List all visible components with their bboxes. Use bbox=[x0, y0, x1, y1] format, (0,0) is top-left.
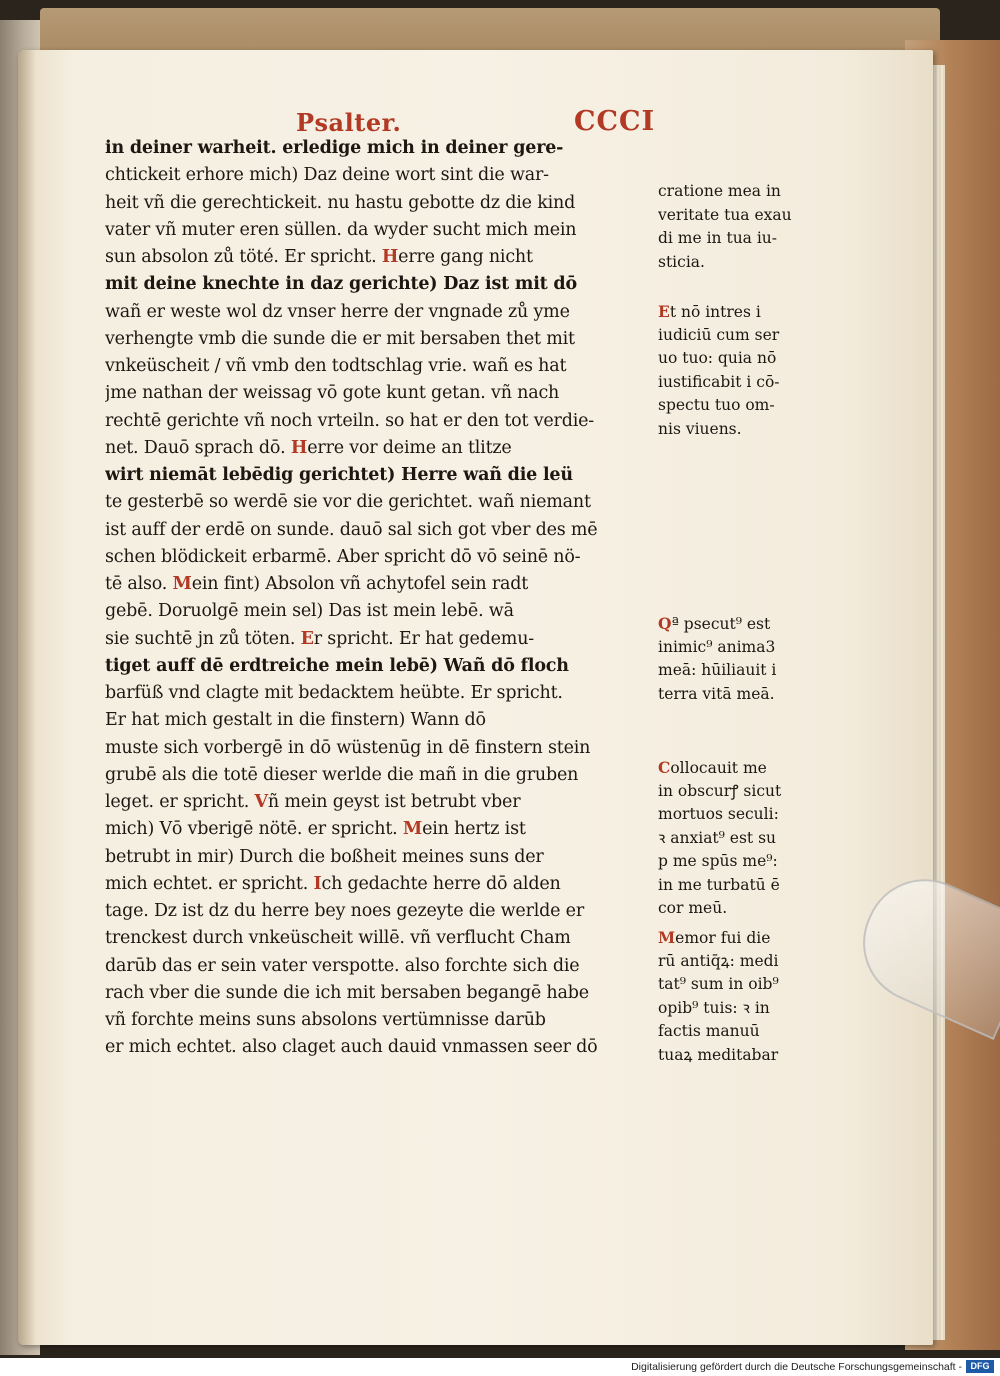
gloss-line: cor meū. bbox=[658, 899, 728, 917]
gloss-text: emor fui die bbox=[675, 929, 771, 947]
rubric-initial: M bbox=[172, 574, 192, 594]
gloss-line: iustificabit i cō- bbox=[658, 372, 780, 391]
text-line: er mich echtet. also claget auch dauid vnmassen seer dō bbox=[105, 1037, 598, 1058]
gloss-initial: M bbox=[658, 928, 676, 947]
text-line: muste sich vorbergē in dō wüstenūg in dē finstern stein bbox=[105, 737, 591, 758]
text-line: sun absolon zů töté. Er spricht. Herre gang nicht bbox=[105, 247, 533, 267]
gloss-text: ollocauit me bbox=[670, 759, 767, 777]
text-line: sie suchtē jn zů töten. Er spricht. Er hat gedemu- bbox=[105, 628, 534, 649]
gloss-line: ꝛ anxiat⁹ est su bbox=[658, 828, 777, 847]
rubric-initial: E bbox=[300, 628, 314, 649]
gloss-line: tat⁹ sum in oib⁹ bbox=[658, 975, 779, 993]
gloss-block bbox=[658, 756, 830, 921]
main-text-column bbox=[105, 135, 653, 1062]
text-line: vñ forchte meins suns absolons vertümnisse darūb bbox=[105, 1010, 546, 1030]
text-line: rechtē gerichte vñ noch vrteiln. so hat er den tot verdie- bbox=[105, 410, 594, 431]
footer-credit: Digitalisierung gefördert durch die Deutsche Forschungsgemeinschaft - bbox=[631, 1361, 962, 1373]
text-line: net. Dauō sprach dō. Herre vor deime an tlitze bbox=[105, 437, 512, 458]
text-line: rach vber die sunde die ich mit bersaben begangē habe bbox=[105, 982, 589, 1003]
gutter-shadow bbox=[18, 50, 36, 1345]
text-line: leget. er spricht. Vñ mein geyst ist betrubt vber bbox=[105, 792, 521, 812]
gloss-line: iudiciū cum ser bbox=[658, 325, 780, 344]
gloss-text: t nō intres i bbox=[669, 303, 761, 321]
gloss-line: opib⁹ tuis: ꝛ in bbox=[658, 998, 770, 1017]
gloss-line bbox=[658, 926, 830, 950]
dfg-logo: DFG bbox=[966, 1360, 994, 1373]
gloss-text: ª psecut⁹ est bbox=[671, 615, 771, 633]
gloss-line: in me turbatū ē bbox=[658, 875, 780, 894]
text-line: schen blödickeit erbarmē. Aber spricht dō vō seinē nö- bbox=[105, 546, 581, 567]
gloss-line: meā: hūiliauit i bbox=[658, 661, 777, 679]
text-line: te gesterbē so werdē sie vor die gerichtet. wañ niemant bbox=[105, 492, 591, 513]
rubric-initial: V bbox=[254, 792, 268, 812]
gloss-line bbox=[658, 756, 830, 780]
text-line: mit deine knechte in daz gerichte) Daz ist mit dō bbox=[105, 274, 577, 295]
text-line: chtickeit erhore mich) Daz deine wort sint die war- bbox=[105, 165, 549, 186]
gloss-block bbox=[658, 612, 830, 706]
gloss-line: inimic⁹ anima3 bbox=[658, 637, 776, 656]
text-line: mich) Vō vberigē nötē. er spricht. Mein hertz ist bbox=[105, 819, 526, 840]
gloss-line: nis viuens. bbox=[658, 419, 742, 438]
running-head: Psalter. bbox=[296, 108, 402, 137]
gloss-line bbox=[658, 300, 830, 324]
gloss-line: di me in tua iu- bbox=[658, 229, 778, 247]
text-line: heit vñ die gerechtickeit. nu hastu gebotte dz die kind bbox=[105, 192, 576, 213]
gloss-line: p me spūs me⁹: bbox=[658, 852, 778, 870]
text-line: in deiner warheit. erledige mich in deiner gere- bbox=[105, 138, 564, 158]
gloss-initial: Q bbox=[658, 614, 672, 633]
gloss-line: spectu tuo om- bbox=[658, 396, 775, 414]
text-line: mich echtet. er spricht. Ich gedachte herre dō alden bbox=[105, 873, 561, 894]
text-line: vater vñ muter eren süllen. da wyder sucht mich mein bbox=[105, 219, 577, 240]
rubric-initial: H bbox=[381, 247, 399, 267]
text-line: darūb das er sein vater verspotte. also forchte sich die bbox=[105, 955, 580, 976]
gloss-initial: E bbox=[658, 302, 670, 321]
gloss-line: uo tuo: quia nō bbox=[658, 349, 777, 367]
gloss-line: veritate tua exau bbox=[658, 205, 792, 224]
text-line: trenckest durch vnkeüscheit willē. vñ verflucht Cham bbox=[105, 928, 571, 949]
text-line: vnkeüscheit / vñ vmb den todtschlag vrie. wañ es hat bbox=[105, 356, 567, 376]
text-line: barfüß vnd clagte mit bedacktem heübte. Er spricht. bbox=[105, 683, 563, 703]
gloss-block bbox=[658, 926, 830, 1067]
rubric-initial: I bbox=[313, 873, 322, 894]
text-line: ist auff der erdē on sunde. dauō sal sich got vber des mē bbox=[105, 519, 598, 540]
text-line: wañ er weste wol dz vnser herre der vngnade zů yme bbox=[105, 301, 570, 322]
text-line: jme nathan der weissag vō gote kunt getan. vñ nach bbox=[105, 383, 560, 404]
gloss-block bbox=[658, 300, 830, 441]
gloss-line: mortuos seculi: bbox=[658, 805, 779, 823]
text-line: verhengte vmb die sunde die er mit bersaben thet mit bbox=[105, 328, 575, 349]
gloss-line: tuaꝝ meditabar bbox=[658, 1045, 779, 1064]
text-line: tē also. Mein fint) Absolon vñ achytofel sein radt bbox=[105, 574, 529, 594]
rubric-initial: M bbox=[402, 819, 423, 840]
gloss-line: rū antiq̄ꝝ: medi bbox=[658, 951, 779, 970]
gloss-block bbox=[658, 180, 830, 274]
gloss-line: sticia. bbox=[658, 252, 705, 271]
rubric-initial: H bbox=[290, 437, 308, 458]
text-line: gebē. Doruolgē mein sel) Das ist mein lebē. wā bbox=[105, 601, 514, 622]
text-line: wirt niemāt lebēdig gerichtet) Herre wañ die leü bbox=[105, 465, 573, 485]
text-line: Er hat mich gestalt in die finstern) Wann dō bbox=[105, 710, 486, 731]
gloss-line bbox=[658, 612, 830, 636]
folio-number: CCCI bbox=[574, 106, 656, 137]
text-line: tiget auff dē erdtreiche mein lebē) Wañ dō floch bbox=[105, 655, 569, 676]
gloss-line: factis manuū bbox=[658, 1022, 760, 1040]
gloss-initial: C bbox=[658, 758, 671, 777]
text-line: grubē als die totē dieser werlde die mañ in die gruben bbox=[105, 764, 579, 785]
text-line: tage. Dz ist dz du herre bey noes gezeyte die werlde er bbox=[105, 901, 584, 921]
gloss-line: terra vitā meā. bbox=[658, 684, 775, 703]
gloss-line: cratione mea in bbox=[658, 182, 781, 200]
gloss-line: in obscurꝭ sicut bbox=[658, 781, 782, 800]
text-line: betrubt in mir) Durch die boßheit meines suns der bbox=[105, 846, 544, 867]
